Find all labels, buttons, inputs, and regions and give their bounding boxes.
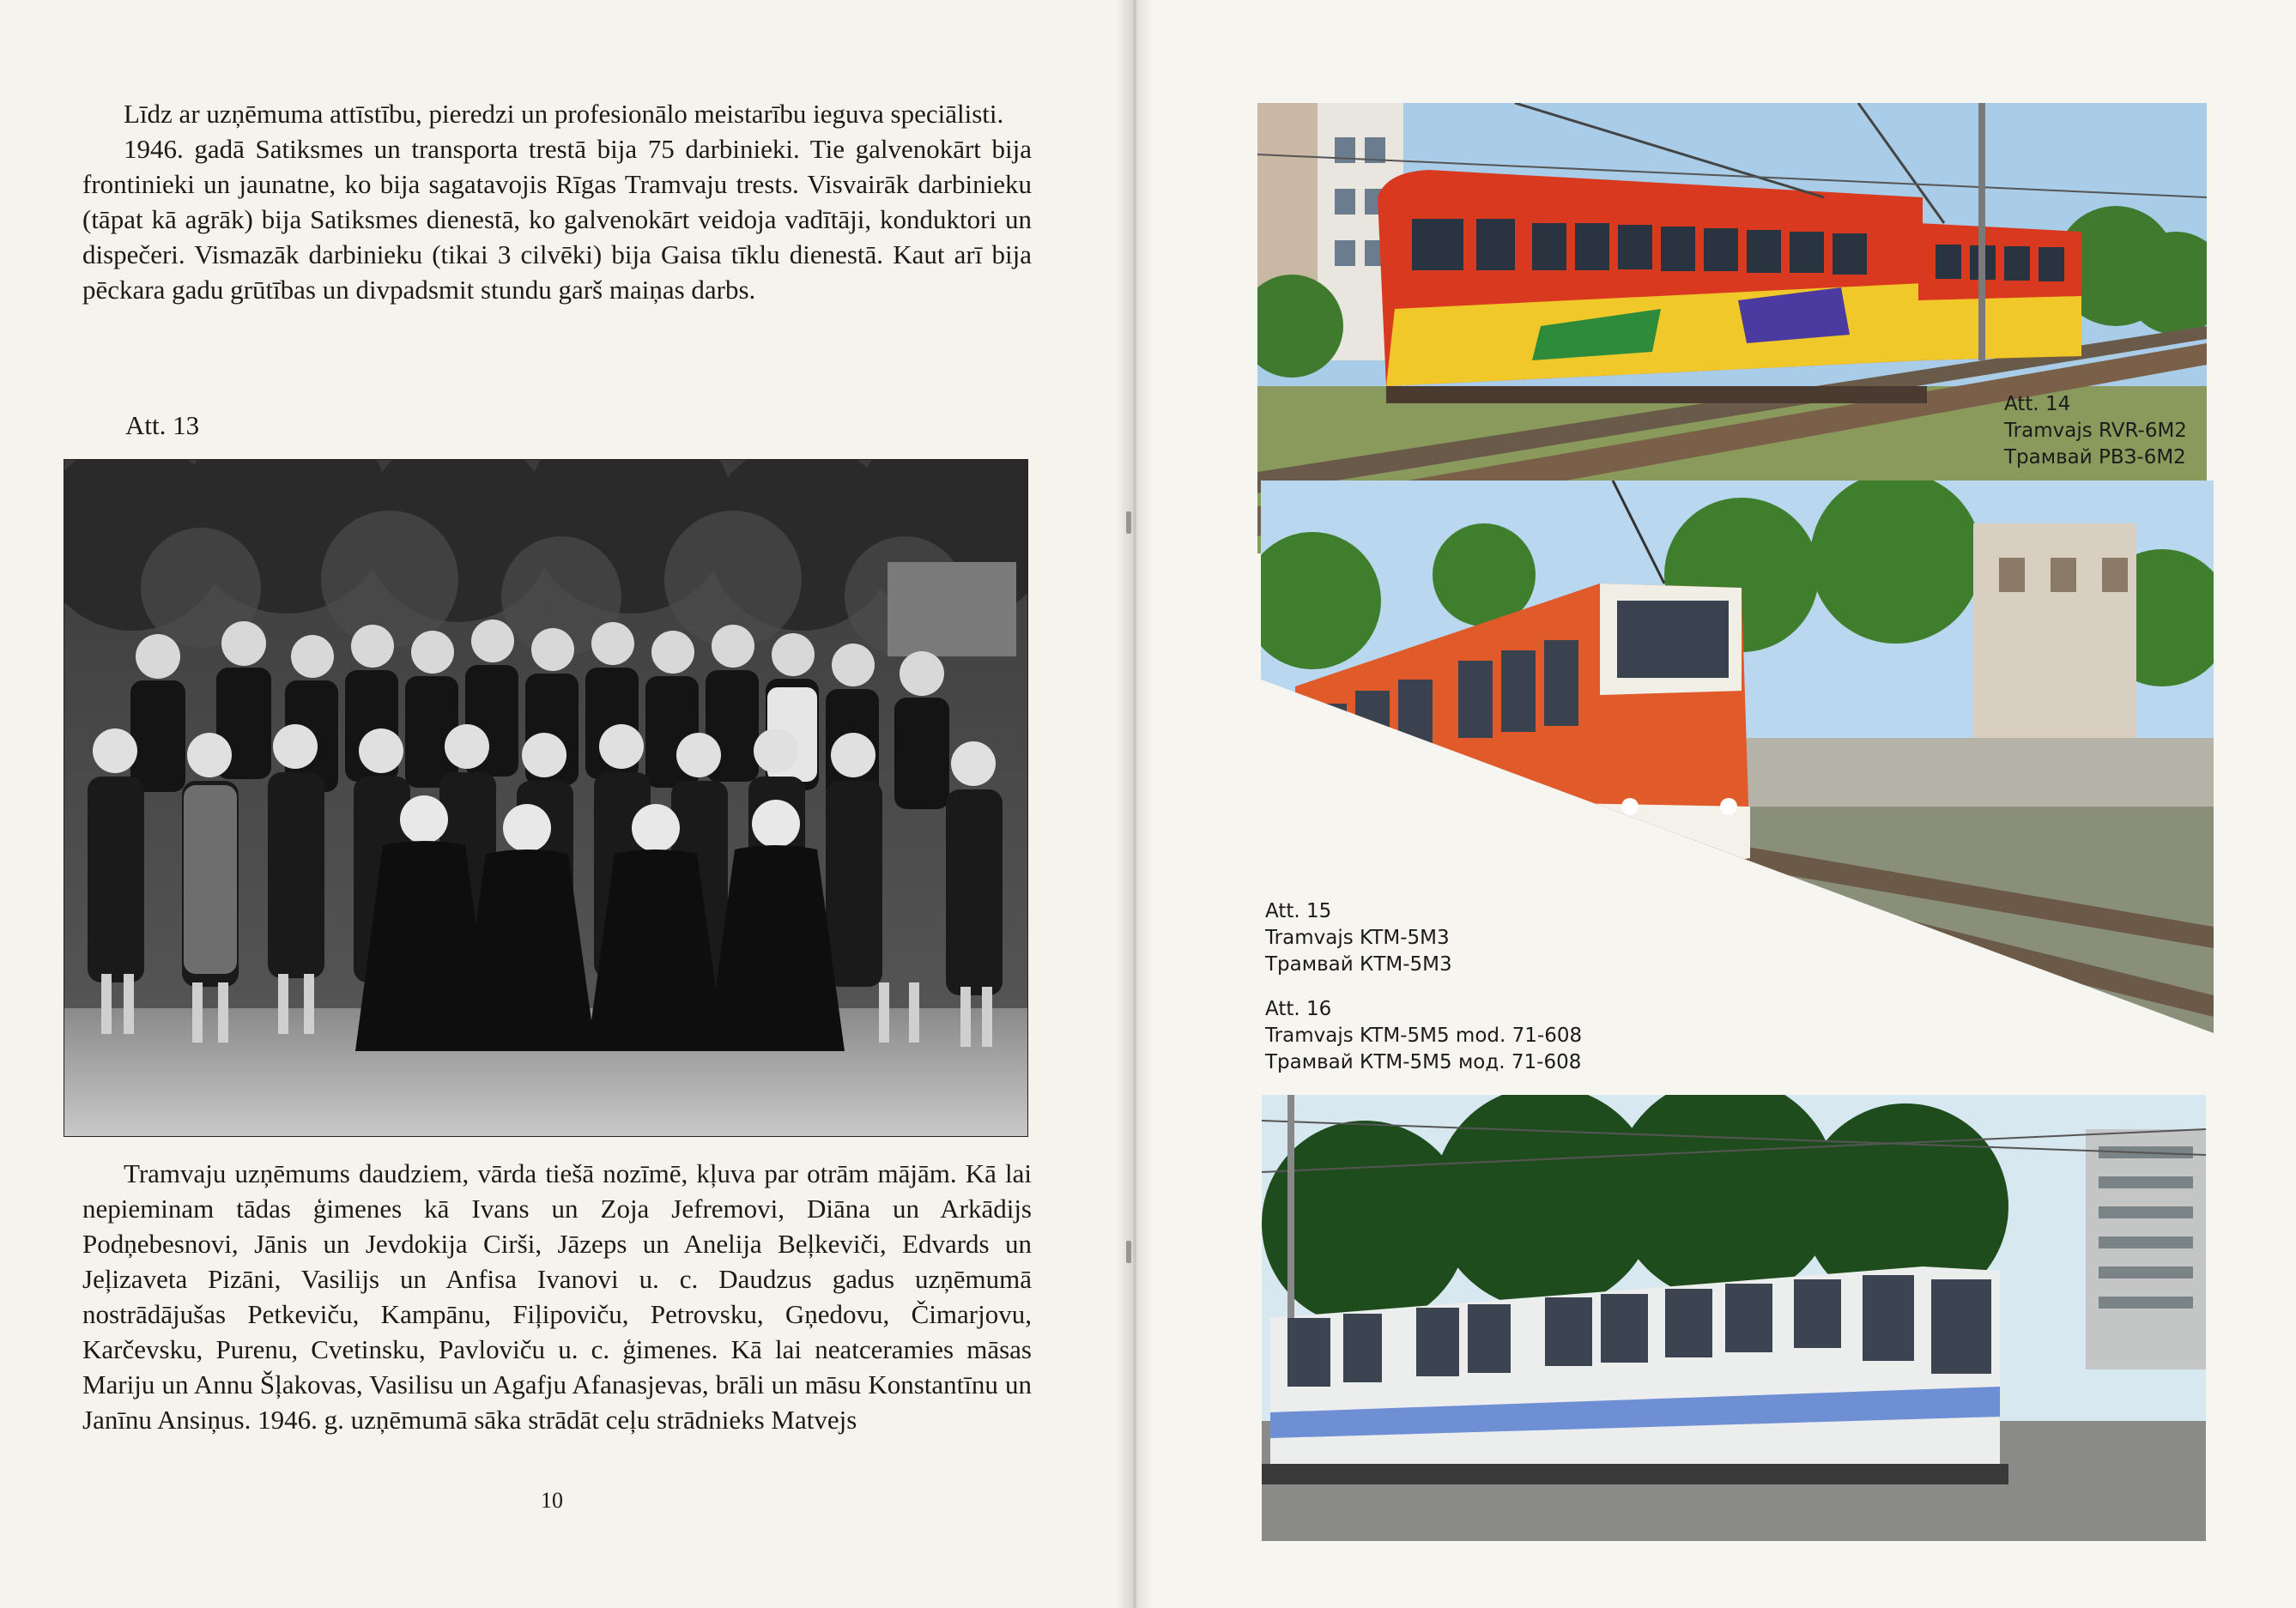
staple-top: [1126, 511, 1131, 534]
caption-figure-16: [1265, 996, 1582, 1076]
figure-13-label: Att. 13: [125, 410, 200, 440]
group-photo-figure-13: [64, 459, 1028, 1137]
figure-16-caption-lv: Tramvajs KTM-5M5 mod. 71-608: [1265, 1025, 1583, 1047]
right-page: [1135, 0, 2296, 1608]
bottom-text-block: [82, 1156, 1032, 1437]
tram-photo-figure-16: [1262, 1095, 2206, 1541]
top-text-block: [82, 96, 1032, 307]
paragraph-2: 1946. gadā Satiksmes un transporta trestā bija 75 darbinieki. Tie galvenokārt bija frontinieki un jaunatne, ko bija sagatavojis Rīgas Tramvaju trests. Visvairāk darbinieku (tāpat kā agrāk) bija Satiksmes dienestā, ko galvenokārt veidoja vadītāji, konduktori un dispečeri. Vismazāk darbinieku (tikai 3 cilvēki) bija Gaisa tīklu dienestā. Kaut arī bija pēckara gadu grūtības un divpadsmit stundu garš maiņas darbs.: [82, 134, 1032, 305]
figure-14-caption-lv: Tramvajs RVR-6M2: [2004, 420, 2187, 442]
figure-16-label: Att. 16: [1265, 998, 1332, 1020]
left-page: [0, 0, 1135, 1608]
tram-ktm-5m5-illustration: [1262, 1095, 2206, 1541]
figure-16-caption-ru: Трамвай КТМ-5М5 мод. 71-608: [1265, 1051, 1582, 1073]
figure-15-caption-lv: Tramvajs KTM-5M3: [1265, 927, 1450, 949]
page-number: 10: [541, 1488, 563, 1513]
caption-figure-14: [2004, 391, 2187, 471]
paragraph-3: Tramvaju uzņēmums daudziem, vārda tiešā nozīmē, kļuva par otrām mājām. Kā lai nepieminam tādas ģimenes kā Ivans un Zoja Jefremovi, Diāna un Arkādijs Podņebesnovi, Jānis un Jevdokija Cirši, Jāzeps un Anelija Beļkeviči, Edvards un Jeļizaveta Pizāni, Vasilijs un Anfisa Ivanovi u. c. Daudzus gadus uzņēmumā nostrādājušas Petkeviču, Kampānu, Fiļipoviču, Petrovsku, Gņedovu, Čimarjovu, Karčevsku, Purenu, Cvetinsku, Pavloviču u. c. ģimenes. Kā lai neatceramies māsas Mariju un Annu Šļakovas, Vasilisu un Agafju Afanasjevas, brāli un māsu Konstantīnu un Janīnu Ansiņus. 1946. g. uzņēmumā sāka strādāt ceļu strādnieks Matvejs: [82, 1158, 1032, 1435]
figure-14-caption-ru: Трамвай РВЗ-6М2: [2004, 446, 2186, 468]
paragraph-1: Līdz ar uzņēmuma attīstību, pieredzi un profesionālo meistarību ieguva speciālisti.: [124, 99, 1004, 129]
staple-bottom: [1126, 1241, 1131, 1263]
figure-14-label: Att. 14: [2004, 393, 2071, 415]
figure-15-label: Att. 15: [1265, 900, 1332, 922]
group-photo-illustration: [64, 459, 1028, 1137]
caption-figure-15: [1265, 898, 1452, 978]
figure-15-caption-ru: Трамвай КТМ-5М3: [1265, 953, 1452, 976]
